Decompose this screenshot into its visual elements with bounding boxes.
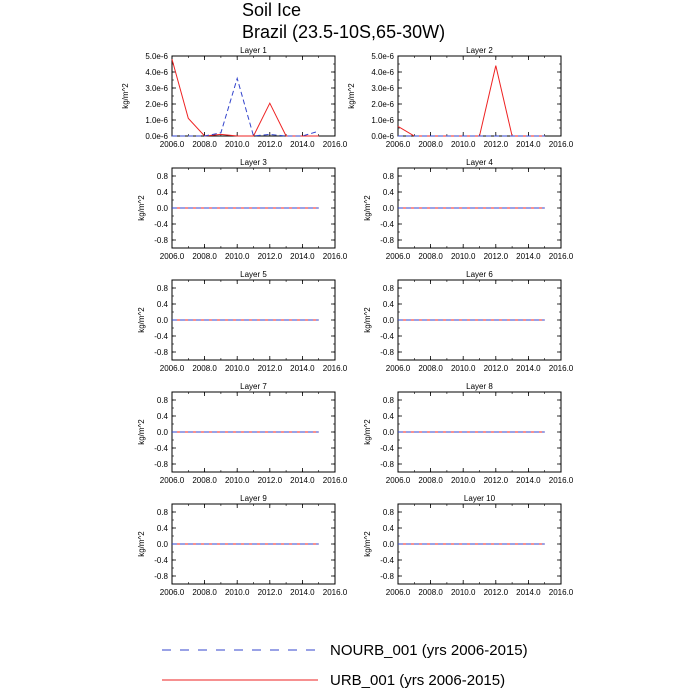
x-tick-label: 2014.0 [516,588,541,597]
x-tick-label: 2016.0 [548,476,574,485]
y-tick-label: 0.0 [156,204,168,213]
y-tick-label: 0.0 [156,540,168,549]
x-tick-label: 2012.0 [257,364,283,373]
y-tick-label: 3.0e-6 [371,84,394,93]
x-tick-label: 2006.0 [385,140,411,149]
y-tick-label: 0.4 [156,524,168,533]
y-tick-label: 0.0 [382,316,394,325]
y-tick-label: 2.0e-6 [371,100,394,109]
panel-title: Layer 5 [240,270,267,279]
panel-title: Layer 10 [463,494,496,503]
y-tick-label: 0.8 [156,508,168,517]
x-tick-label: 2016.0 [548,588,574,597]
x-tick-label: 2010.0 [224,252,250,261]
y-tick-label: 1.0e-6 [145,116,168,125]
x-tick-label: 2010.0 [224,476,250,485]
x-tick-label: 2012.0 [257,588,283,597]
y-tick-label: -0.8 [154,572,168,581]
x-tick-label: 2016.0 [548,364,574,373]
x-tick-label: 2014.0 [516,140,541,149]
panel-title: Layer 9 [240,494,267,503]
y-axis-label: kg/m^2 [137,195,146,221]
y-tick-label: -0.8 [154,460,168,469]
x-tick-label: 2016.0 [322,140,348,149]
y-tick-label: 4.0e-6 [145,68,168,77]
y-axis-label: kg/m^2 [121,83,130,109]
x-tick-label: 2008.0 [192,252,217,261]
y-tick-label: -0.8 [154,236,168,245]
x-tick-label: 2010.0 [450,364,476,373]
x-tick-label: 2006.0 [385,588,411,597]
y-tick-label: -0.4 [380,444,394,453]
y-axis-label: kg/m^2 [137,531,146,557]
x-tick-label: 2008.0 [418,476,443,485]
y-tick-label: 0.4 [156,300,168,309]
legend-label-2: URB_001 (yrs 2006-2015) [330,672,506,689]
x-tick-label: 2010.0 [224,140,250,149]
panel-title: Layer 1 [240,46,267,55]
panel-title: Layer 4 [466,158,493,167]
y-tick-label: -0.4 [380,556,394,565]
x-tick-label: 2016.0 [548,252,574,261]
y-tick-label: 5.0e-6 [371,52,394,61]
x-tick-label: 2014.0 [516,252,541,261]
y-tick-label: 0.0 [382,428,394,437]
y-tick-label: 0.4 [382,524,394,533]
y-tick-label: 2.0e-6 [145,100,168,109]
x-tick-label: 2008.0 [192,140,217,149]
y-tick-label: 0.4 [156,412,168,421]
x-tick-label: 2014.0 [290,588,315,597]
panel-title: Layer 2 [466,46,493,55]
y-tick-label: -0.4 [380,220,394,229]
panel-title: Layer 6 [466,270,493,279]
x-tick-label: 2010.0 [450,252,476,261]
x-tick-label: 2012.0 [483,140,509,149]
x-tick-label: 2012.0 [483,252,509,261]
x-tick-label: 2014.0 [516,364,541,373]
panel-title: Layer 7 [240,382,267,391]
x-tick-label: 2006.0 [159,588,185,597]
panel-title: Layer 3 [240,158,267,167]
x-tick-label: 2014.0 [290,140,315,149]
x-tick-label: 2006.0 [159,364,185,373]
y-tick-label: 0.8 [156,172,168,181]
y-axis-label: kg/m^2 [363,419,372,445]
y-tick-label: 4.0e-6 [371,68,394,77]
y-tick-label: 0.4 [156,188,168,197]
x-tick-label: 2010.0 [450,140,476,149]
panel-title: Layer 8 [466,382,493,391]
y-tick-label: -0.8 [380,572,394,581]
x-tick-label: 2016.0 [548,140,574,149]
x-tick-label: 2008.0 [192,476,217,485]
x-tick-label: 2006.0 [385,476,411,485]
y-tick-label: 0.8 [156,396,168,405]
y-tick-label: 0.0 [156,428,168,437]
y-tick-label: -0.8 [380,460,394,469]
x-tick-label: 2008.0 [418,140,443,149]
y-tick-label: 0.8 [156,284,168,293]
y-axis-label: kg/m^2 [363,531,372,557]
y-tick-label: 0.0 [382,204,394,213]
y-tick-label: 0.0 [156,316,168,325]
x-tick-label: 2016.0 [322,588,348,597]
chart-title-line2: Brazil (23.5-10S,65-30W) [242,22,446,42]
x-tick-label: 2006.0 [385,252,411,261]
x-tick-label: 2006.0 [159,252,185,261]
y-tick-label: -0.8 [380,348,394,357]
y-tick-label: -0.8 [380,236,394,245]
y-tick-label: 0.4 [382,412,394,421]
x-tick-label: 2012.0 [257,252,283,261]
y-tick-label: -0.4 [154,332,168,341]
y-tick-label: 0.0e-6 [371,132,394,141]
x-tick-label: 2006.0 [159,140,185,149]
x-tick-label: 2016.0 [322,476,348,485]
x-tick-label: 2012.0 [257,476,283,485]
x-tick-label: 2010.0 [450,588,476,597]
y-axis-label: kg/m^2 [347,83,356,109]
y-tick-label: -0.4 [154,444,168,453]
x-tick-label: 2012.0 [483,364,509,373]
y-tick-label: 0.4 [382,188,394,197]
x-tick-label: 2010.0 [450,476,476,485]
y-tick-label: 0.4 [382,300,394,309]
y-tick-label: 0.8 [382,508,394,517]
chart-title-line1: Soil Ice [242,0,302,20]
y-tick-label: 0.8 [382,284,394,293]
x-tick-label: 2008.0 [192,588,217,597]
y-axis-label: kg/m^2 [137,419,146,445]
y-tick-label: 0.8 [382,396,394,405]
y-tick-label: 0.0 [382,540,394,549]
x-tick-label: 2016.0 [322,252,348,261]
y-tick-label: 0.0e-6 [145,132,168,141]
x-tick-label: 2014.0 [290,364,315,373]
x-tick-label: 2008.0 [192,364,217,373]
x-tick-label: 2010.0 [224,364,250,373]
y-tick-label: -0.4 [380,332,394,341]
x-tick-label: 2014.0 [290,252,315,261]
x-tick-label: 2008.0 [418,588,443,597]
legend-label-1: NOURB_001 (yrs 2006-2015) [330,642,528,659]
y-axis-label: kg/m^2 [137,307,146,333]
x-tick-label: 2006.0 [159,476,185,485]
y-tick-label: 1.0e-6 [371,116,394,125]
y-tick-label: -0.8 [154,348,168,357]
y-tick-label: -0.4 [154,556,168,565]
x-tick-label: 2014.0 [516,476,541,485]
x-tick-label: 2012.0 [257,140,283,149]
x-tick-label: 2014.0 [290,476,315,485]
x-tick-label: 2016.0 [322,364,348,373]
y-tick-label: -0.4 [154,220,168,229]
x-tick-label: 2010.0 [224,588,250,597]
x-tick-label: 2008.0 [418,364,443,373]
y-axis-label: kg/m^2 [363,307,372,333]
x-tick-label: 2012.0 [483,476,509,485]
y-tick-label: 0.8 [382,172,394,181]
y-tick-label: 5.0e-6 [145,52,168,61]
x-tick-label: 2008.0 [418,252,443,261]
x-tick-label: 2006.0 [385,364,411,373]
y-axis-label: kg/m^2 [363,195,372,221]
y-tick-label: 3.0e-6 [145,84,168,93]
x-tick-label: 2012.0 [483,588,509,597]
